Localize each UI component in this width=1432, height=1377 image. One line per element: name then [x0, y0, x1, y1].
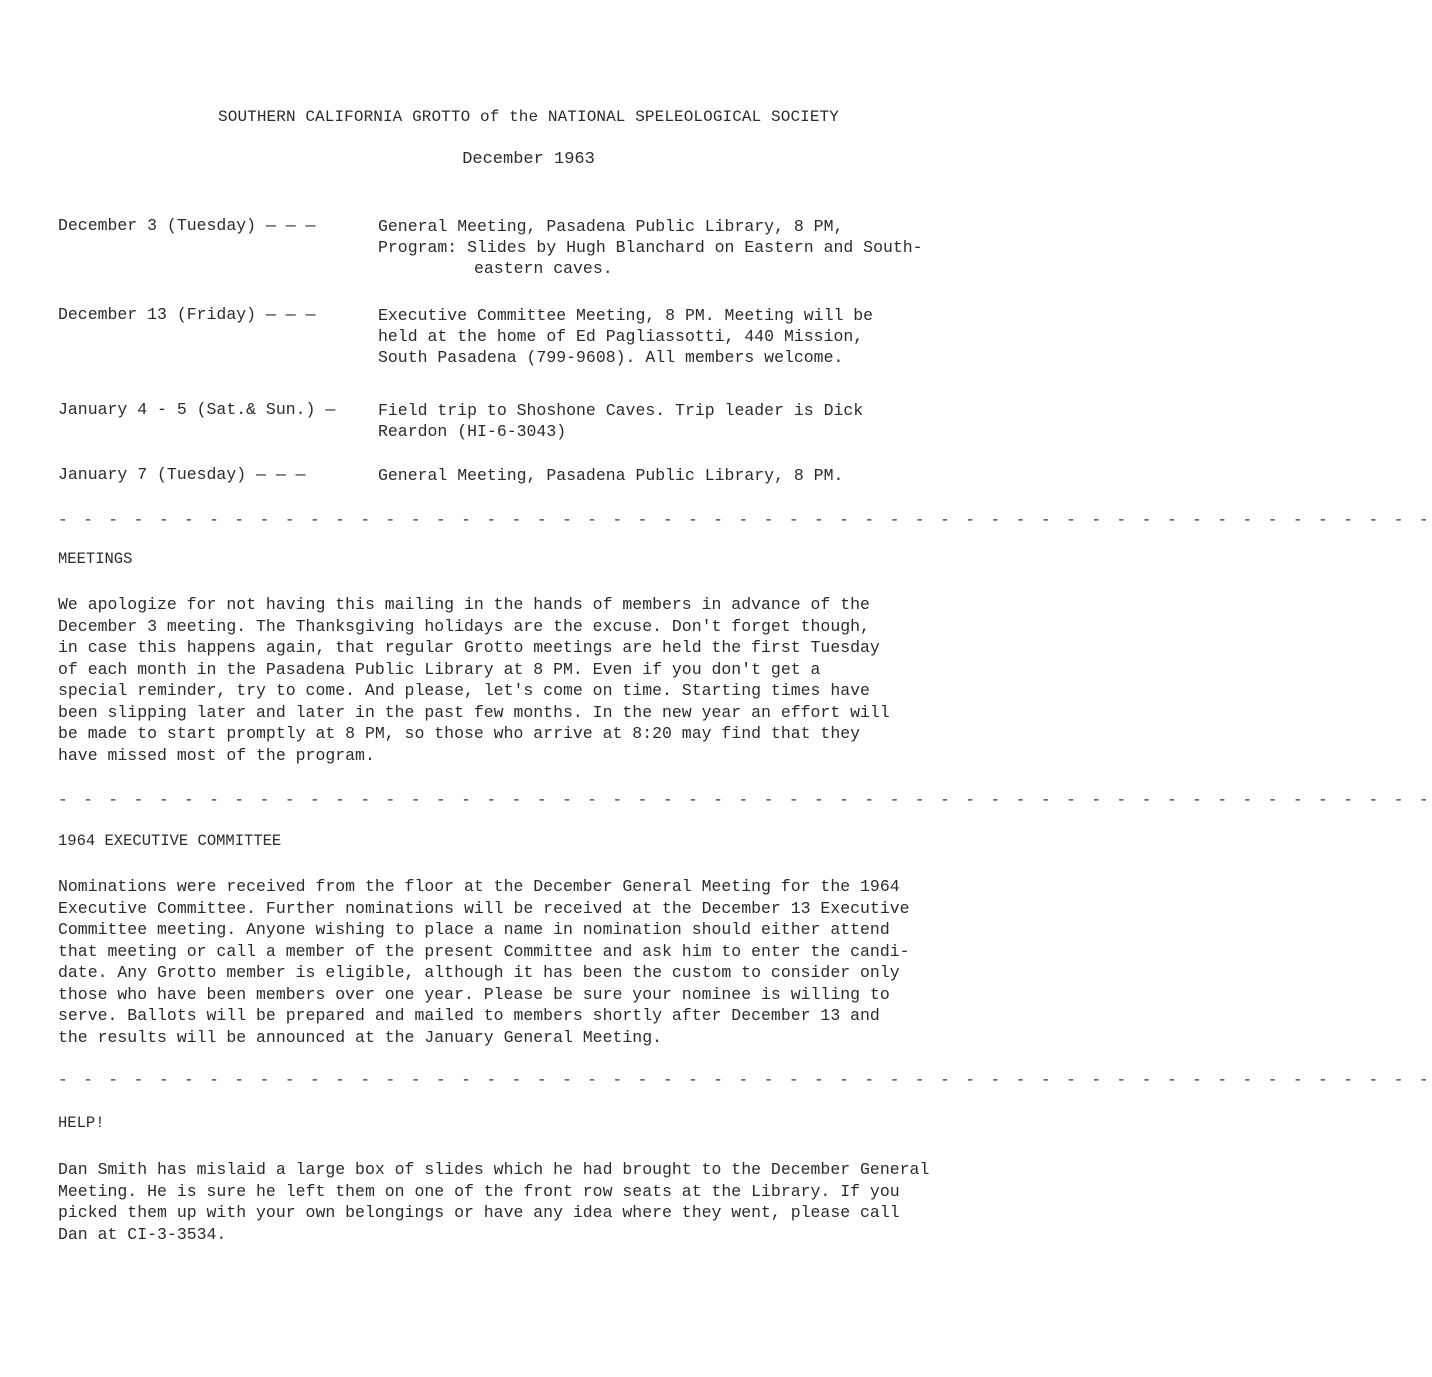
dashed-divider: - - - - - - - - - - - - - - - - - - - - - - - - - - - - - - - - - - - - - - - - - - - - - - - - - - - - - - - — [58, 511, 1432, 529]
paragraph-line: be made to start promptly at 8 PM, so those who arrive at 8:20 may find that they — [58, 724, 861, 743]
event-line: eastern caves. — [474, 259, 613, 278]
issue-date: December 1963 — [462, 150, 595, 169]
organization-heading: SOUTHERN CALIFORNIA GROTTO of the NATIONAL SPELEOLOGICAL SOCIETY — [218, 108, 839, 126]
event-line: held at the home of Ed Pagliassotti, 440 Mission, — [378, 327, 864, 346]
paragraph-line: date. Any Grotto member is eligible, although it has been the custom to consider only — [58, 963, 900, 982]
event-date: January 4 - 5 (Sat.& Sun.) — — [58, 400, 336, 419]
event-date: December 13 (Friday) — — — — [58, 305, 316, 324]
event-date: January 7 (Tuesday) — — — — [58, 465, 306, 484]
paragraph-line: picked them up with your own belongings or have any idea where they went, please call — [58, 1203, 900, 1222]
paragraph-line: of each month in the Pasadena Public Library at 8 PM. Even if you don't get a — [58, 659, 821, 679]
paragraph-line: December 3 meeting. The Thanksgiving holidays are the excuse. Don't forget though, — [58, 616, 870, 636]
paragraph-line: Executive Committee. Further nominations will be received at the December 13 Executive — [58, 898, 910, 918]
paragraph-line: Committee meeting. Anyone wishing to place a name in nomination should either attend — [58, 920, 890, 939]
paragraph-line: Dan Smith has mislaid a large box of slides which he had brought to the December General — [58, 1160, 930, 1179]
section-title-help: HELP! — [58, 1114, 105, 1132]
dashed-divider: - - - - - - - - - - - - - - - - - - - - - - - - - - - - - - - - - - - - - - - - - - - - - - - - - - - - - - - — [58, 1071, 1432, 1089]
event-line: Field trip to Shoshone Caves. Trip leader is Dick — [378, 401, 864, 420]
event-line: General Meeting, Pasadena Public Library, 8 PM. — [378, 466, 844, 485]
paragraph-line: have missed most of the program. — [58, 745, 375, 765]
paragraph-line: those who have been members over one year. Please be sure your nominee is willing to — [58, 984, 890, 1004]
event-description — [378, 305, 998, 368]
paragraph-line: Dan at CI-3-3534. — [58, 1224, 227, 1244]
event-line: Program: Slides by Hugh Blanchard on Eastern and South- — [378, 238, 923, 257]
event-description — [378, 465, 998, 486]
paragraph-line: We apologize for not having this mailing in the hands of members in advance of the — [58, 595, 870, 614]
section-title-meetings: MEETINGS — [58, 550, 133, 568]
event-line: South Pasadena (799-9608). All members welcome. — [378, 348, 844, 367]
section-body-help — [58, 1159, 1018, 1245]
event-description — [378, 216, 998, 279]
paragraph-line: been slipping later and later in the past few months. In the new year an effort will — [58, 702, 890, 722]
paragraph-line: the results will be announced at the January General Meeting. — [58, 1027, 662, 1047]
paragraph-line: serve. Ballots will be prepared and mailed to members shortly after December 13 and — [58, 1006, 880, 1025]
event-date: December 3 (Tuesday) — — — — [58, 216, 316, 235]
section-title-executive-committee: 1964 EXECUTIVE COMMITTEE — [58, 832, 282, 850]
dashed-divider: - - - - - - - - - - - - - - - - - - - - - - - - - - - - - - - - - - - - - - - - - - - - - - - - - - - - - - - — [58, 791, 1432, 809]
event-line: General Meeting, Pasadena Public Library, 8 PM, — [378, 217, 844, 236]
section-body-executive-committee — [58, 876, 1018, 1048]
paragraph-line: Nominations were received from the floor at the December General Meeting for the 1964 — [58, 877, 900, 896]
paragraph-line: that meeting or call a member of the present Committee and ask him to enter the candi- — [58, 941, 910, 961]
paragraph-line: special reminder, try to come. And please, let's come on time. Starting times have — [58, 681, 870, 700]
event-line: Executive Committee Meeting, 8 PM. Meeting will be — [378, 306, 874, 325]
event-description — [378, 400, 998, 442]
section-body-meetings — [58, 594, 1018, 766]
event-line: Reardon (HI-6-3043) — [378, 422, 567, 441]
paragraph-line: in case this happens again, that regular Grotto meetings are held the first Tuesday — [58, 638, 880, 657]
paragraph-line: Meeting. He is sure he left them on one of the front row seats at the Library. If you — [58, 1181, 900, 1201]
